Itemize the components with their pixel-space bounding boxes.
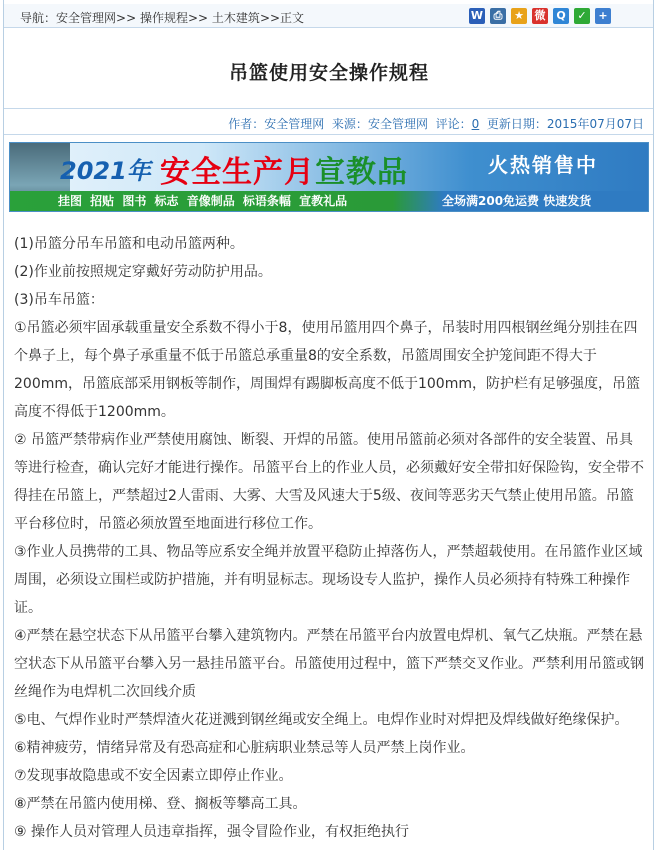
promo-banner[interactable] [9,142,649,212]
breadcrumb-separator: >> [116,11,137,25]
source-label: 来源： [331,117,368,131]
date-label: 更新日期： [486,117,547,131]
divider [4,108,653,109]
breadcrumb-procedures-link[interactable]: 操作规程 [139,11,188,25]
wechat-icon[interactable]: ✓ [574,8,590,24]
article-paragraph: ⑨ 操作人员对管理人员违章指挥，强令冒险作业，有权拒绝执行 [14,824,409,840]
article-paragraph: ② 吊篮严禁带病作业严禁使用腐蚀、断裂、开焊的吊篮。使用吊篮前必须对各部件的安全装置、吊具等进行检查，确认完好才能进行操作。吊篮平台上的作业人员，必须戴好安全带扣好保险钩，安全带不得挂在吊篮上，严禁超过2人雷雨、大雾、大雪及风速大于5级、夜间等恶劣天气禁止使用吊篮。吊篮平台移位时，吊篮必须放置至地面进行移位工作。 [14,432,644,532]
author-label: 作者： [228,117,265,131]
article-paragraph: ⑤电、气焊作业时严禁焊渣火花迸溅到钢丝绳或安全绳上。电焊作业时对焊把及焊线做好绝缘保护。 [14,712,629,728]
article-paragraph: ⑥精神疲劳，情绪异常及有恐高症和心脏病职业禁忌等人员严禁上岗作业。 [14,740,475,756]
breadcrumb-civil-link[interactable]: 土木建筑 [211,11,260,25]
weibo-icon[interactable]: 微 [532,8,548,24]
breadcrumb-current: 正文 [280,11,305,25]
favorite-star-icon[interactable]: ★ [511,8,527,24]
print-icon[interactable]: ⎙ [490,8,506,24]
article-paragraph: (1)吊篮分吊车吊篮和电动吊篮两种。 [14,236,244,252]
article-paragraph: (2)作业前按照规定穿戴好劳动防护用品。 [14,264,272,280]
share-toolbar [469,8,611,24]
breadcrumb-bar [4,4,653,28]
comment-label: 评论： [435,117,472,131]
banner-headline-red: 安全生产月 [160,155,315,190]
article-paragraph: ①吊篮必须牢固承载重量安全系数不得小于8，使用吊篮用四个鼻子，吊装时用四根钢丝绳分别挂在四个鼻子上，每个鼻子承重量不低于吊篮总承重量8的安全系数，吊篮周围安全护笼间距不得大于200mm，吊篮底部采用钢板等制作，周围焊有踢脚板高度不低于100mm，防护栏有足够强度，吊篮高度不得低于1200mm。 [14,320,640,420]
article-paragraph: ④严禁在悬空状态下从吊篮平台攀入建筑物内。严禁在吊篮平台内放置电焊机、氧气乙炔瓶。严禁在悬空状态下从吊篮平台攀入另一悬挂吊篮平台。吊篮使用过程中，篮下严禁交叉作业。严禁利用吊篮或钢丝绳作为电焊机二次回线介质 [14,628,644,700]
qq-zone-icon[interactable]: Q [553,8,569,24]
more-share-icon[interactable]: + [595,8,611,24]
article-meta [228,115,644,132]
article-paragraph: ⑧严禁在吊篮内使用梯、登、搁板等攀高工具。 [14,796,307,812]
banner-headline [160,147,408,191]
article-body [14,230,646,846]
banner-year: 2021年 [60,157,151,185]
banner-categories: 挂图 招贴 图书 标志 音像制品 标语条幅 宣教礼品 [58,194,348,208]
breadcrumb-separator: >> [259,11,281,25]
source-link[interactable]: 安全管理网 [367,117,428,131]
divider [4,134,653,135]
word-icon[interactable]: W [470,9,484,22]
article-paragraph: ⑦发现事故隐患或不安全因素立即停止作业。 [14,768,293,784]
banner-headline-green: 宣教品 [315,155,408,190]
breadcrumb-prefix: 导航： [20,11,57,25]
article-paragraph: (3)吊车吊篮： [14,292,104,308]
author-link[interactable]: 安全管理网 [264,117,325,131]
update-date: 2015年07月07日 [546,117,644,131]
comment-count-link[interactable]: 0 [471,117,480,131]
banner-hot-sale: 火热销售中 [488,153,598,177]
banner-promo: 全场满200免运费 快速发货 [442,194,592,208]
page-title: 吊篮使用安全操作规程 [228,62,429,84]
breadcrumb-home-link[interactable]: 安全管理网 [56,11,117,25]
breadcrumb-separator: >> [187,11,209,25]
article-paragraph: ③作业人员携带的工具、物品等应系安全绳并放置平稳防止掉落伤人，严禁超载使用。在吊篮作业区域周围，必须设立围栏或防护措施，并有明显标志。现场设专人监护，操作人员必须持有特殊工种操作证。 [14,544,643,616]
breadcrumb [20,9,304,26]
